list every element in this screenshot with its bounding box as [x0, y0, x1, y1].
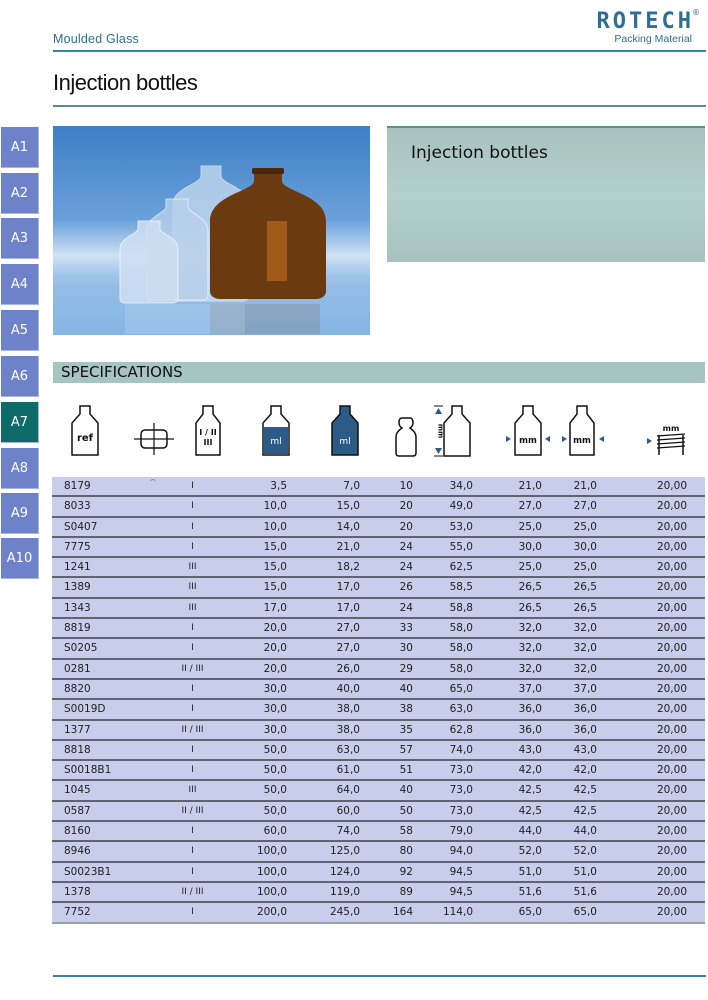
- neck-cell: 20,00: [656, 622, 687, 635]
- diameter2-cell: 51,6: [573, 885, 597, 898]
- diameter-cell: 25,0: [518, 520, 542, 533]
- height-cell: 73,0: [449, 764, 473, 777]
- height-cell: 58,0: [449, 642, 473, 655]
- glass-type-icon: [194, 405, 222, 457]
- weight-cell: 89: [399, 885, 413, 898]
- table-row: [52, 558, 705, 578]
- neck-cell: 20,00: [656, 682, 687, 695]
- neck-cell: 20,00: [656, 825, 687, 838]
- specifications-table: [52, 477, 705, 924]
- weight-cell: 24: [399, 601, 413, 614]
- glass-type-cell: II / III: [181, 724, 204, 735]
- neck-cell: 20,00: [656, 581, 687, 594]
- volume-cell: 30,0: [263, 723, 287, 736]
- product-photo: [53, 126, 370, 335]
- table-row: [52, 578, 705, 598]
- volume-cell: 100,0: [256, 845, 287, 858]
- diameter2-cell: 44,0: [573, 825, 597, 838]
- glass-type-cell: I: [191, 623, 194, 634]
- weight-cell: 20: [399, 520, 413, 533]
- ref-cell: S0018B1: [64, 764, 112, 777]
- ref-cell: S0023B1: [64, 865, 112, 878]
- weight-cell: 50: [399, 804, 413, 817]
- height-cell: 53,0: [449, 520, 473, 533]
- diameter-cell: 21,0: [518, 480, 542, 492]
- weight-cell: 24: [399, 540, 413, 553]
- glass-type-cell: III: [188, 582, 197, 593]
- brimful-cell: 7,0: [343, 480, 360, 492]
- ref-cell: 8820: [64, 682, 91, 695]
- neck-cell: 20,00: [656, 865, 687, 878]
- diameter-cell: 25,0: [518, 561, 542, 574]
- table-row: [52, 903, 705, 923]
- specifications-header: [53, 362, 705, 383]
- height-cell: 73,0: [449, 804, 473, 817]
- neck-cell: 20,00: [656, 601, 687, 614]
- diameter2-cell: 26,5: [573, 601, 597, 614]
- svg-text:I / II: I / II: [199, 428, 217, 437]
- ref-cell: 7752: [64, 906, 91, 919]
- brimful-cell: 124,0: [329, 865, 360, 878]
- weight-cell: 51: [399, 764, 413, 777]
- brimful-cell: 17,0: [336, 581, 360, 594]
- diameter-cell: 42,5: [518, 804, 542, 817]
- volume-cell: 15,0: [263, 540, 287, 553]
- height-cell: 94,0: [449, 845, 473, 858]
- volume-cell: 100,0: [256, 865, 287, 878]
- brand-name: ROTECH: [596, 9, 694, 34]
- weight-cell: 57: [399, 743, 413, 756]
- glass-type-cell: I: [191, 643, 194, 654]
- brimful-cell: 61,0: [336, 764, 360, 777]
- neck-cell: 20,00: [656, 500, 687, 513]
- page-title: Injection bottles: [53, 70, 198, 95]
- ref-cell: 0281: [64, 662, 91, 675]
- ref-cell: 1343: [64, 601, 91, 614]
- tab-a6[interactable]: A6: [1, 356, 39, 397]
- weight-cell: 10: [399, 480, 413, 492]
- neck-cell: 20,00: [656, 723, 687, 736]
- table-row: [52, 660, 705, 680]
- tab-a10[interactable]: A10: [1, 538, 39, 579]
- tab-a8[interactable]: A8: [1, 448, 39, 489]
- neck-cell: 20,00: [656, 642, 687, 655]
- weight-cell: 92: [399, 865, 413, 878]
- glass-type-cell: I: [191, 866, 194, 877]
- diameter2-cell: 42,5: [573, 784, 597, 797]
- neck-cell: 20,00: [656, 845, 687, 858]
- weight-cell: 58: [399, 825, 413, 838]
- height-cell: 79,0: [449, 825, 473, 838]
- ref-cell: 8160: [64, 825, 91, 838]
- diameter-cell: 51,6: [518, 885, 542, 898]
- table-row: [52, 497, 705, 517]
- table-row: [52, 538, 705, 558]
- brimful-cell: 119,0: [329, 885, 360, 898]
- weight-cell: 38: [399, 703, 413, 716]
- glass-type-cell: I: [191, 744, 194, 755]
- height-cell: 114,0: [442, 906, 473, 919]
- height-cell: 62,8: [449, 723, 473, 736]
- body-diameter-icon: [505, 405, 551, 457]
- section-label: Moulded Glass: [53, 32, 139, 46]
- column-icons-row: [0, 405, 708, 460]
- specifications-title: SPECIFICATIONS: [61, 363, 183, 381]
- tab-a7[interactable]: A7: [1, 402, 39, 443]
- title-divider: [53, 105, 706, 107]
- glass-type-cell: I: [191, 501, 194, 512]
- glass-type-cell: I: [191, 541, 194, 552]
- diameter2-cell: 26,5: [573, 581, 597, 594]
- volume-cell: 50,0: [263, 764, 287, 777]
- table-row: [52, 518, 705, 538]
- ref-cell: 7775: [64, 540, 91, 553]
- neck-cell: 20,00: [656, 703, 687, 716]
- height-cell: 63,0: [449, 703, 473, 716]
- volume-cell: 15,0: [263, 561, 287, 574]
- brimful-cell: 74,0: [336, 825, 360, 838]
- neck-cell: 20,00: [656, 906, 687, 919]
- volume-cell: 50,0: [263, 784, 287, 797]
- volume-cell: 20,0: [263, 622, 287, 635]
- weight-cell: 164: [392, 906, 413, 919]
- table-row: [52, 842, 705, 862]
- weight-cell: 80: [399, 845, 413, 858]
- table-row: [52, 741, 705, 761]
- weight-cell: 24: [399, 561, 413, 574]
- neck-cell: 20,00: [656, 804, 687, 817]
- diameter2-cell: 30,0: [573, 540, 597, 553]
- brimful-cell: 40,0: [336, 682, 360, 695]
- neck-cell: 20,00: [656, 743, 687, 756]
- diameter2-cell: 25,0: [573, 520, 597, 533]
- height-cell: 74,0: [449, 743, 473, 756]
- volume-cell: 30,0: [263, 703, 287, 716]
- glass-type-cell: III: [188, 785, 197, 796]
- header-divider: [53, 50, 706, 52]
- registered-mark: ®: [692, 8, 700, 17]
- volume-cell: 10,0: [263, 500, 287, 513]
- ref-cell: 8946: [64, 845, 91, 858]
- glass-type-cell: I: [191, 521, 194, 532]
- neck-cell: 20,00: [656, 480, 687, 492]
- diameter-cell: 30,0: [518, 540, 542, 553]
- brimful-cell: 27,0: [336, 642, 360, 655]
- neck-cell: 20,00: [656, 764, 687, 777]
- footer-divider: [53, 975, 706, 977]
- neck-cell: 20,00: [656, 561, 687, 574]
- height-cell: 58,0: [449, 622, 473, 635]
- table-row: [52, 639, 705, 659]
- brimful-cell: 38,0: [336, 703, 360, 716]
- svg-text:mm: mm: [436, 423, 445, 439]
- weight-cell: 30: [399, 642, 413, 655]
- glass-type-cell: III: [188, 562, 197, 573]
- height-cell: 65,0: [449, 682, 473, 695]
- glass-type-cell: III: [188, 602, 197, 613]
- volume-cell: 3,5: [270, 480, 287, 492]
- weight-cell: 29: [399, 662, 413, 675]
- neck-cell: 20,00: [656, 540, 687, 553]
- diameter-cell: 43,0: [518, 743, 542, 756]
- neck-cell: 20,00: [656, 885, 687, 898]
- diameter2-cell: 65,0: [573, 906, 597, 919]
- table-row: [52, 761, 705, 781]
- ref-cell: S0407: [64, 520, 98, 533]
- neck-cell: 20,00: [656, 662, 687, 675]
- diameter-cell: 36,0: [518, 703, 542, 716]
- diameter2-cell: 36,0: [573, 723, 597, 736]
- diameter2-cell: 51,0: [573, 865, 597, 878]
- neck-finish-icon: [645, 423, 689, 459]
- brimful-cell: 14,0: [336, 520, 360, 533]
- ref-cell: 8179: [64, 480, 91, 492]
- tab-a2[interactable]: A2: [1, 173, 39, 214]
- height-cell: 94,5: [449, 865, 473, 878]
- ref-bottle-icon: [70, 405, 100, 457]
- ref-cell: 1045: [64, 784, 91, 797]
- volume-cell: 50,0: [263, 804, 287, 817]
- table-row: [52, 781, 705, 801]
- info-panel-title: Injection bottles: [411, 143, 548, 163]
- ref-cell: 1377: [64, 723, 91, 736]
- tab-a4[interactable]: A4: [1, 264, 39, 305]
- brimful-cell: 15,0: [336, 500, 360, 513]
- glass-type-cell: I: [191, 704, 194, 715]
- brimful-cell: 63,0: [336, 743, 360, 756]
- table-row: [52, 863, 705, 883]
- diameter-cell: 51,0: [518, 865, 542, 878]
- glass-type-cell: I: [191, 481, 194, 491]
- table-row: [52, 619, 705, 639]
- glass-type-cell: II / III: [181, 663, 204, 674]
- height-cell: 62,5: [449, 561, 473, 574]
- weight-cell: 33: [399, 622, 413, 635]
- table-row: [52, 822, 705, 842]
- brimful-cell: 18,2: [336, 561, 360, 574]
- brimful-cell: 60,0: [336, 804, 360, 817]
- glass-type-cell: II / III: [181, 805, 204, 816]
- diameter2-cell: 52,0: [573, 845, 597, 858]
- volume-cell: 15,0: [263, 581, 287, 594]
- weight-cell: 26: [399, 581, 413, 594]
- table-row: [52, 599, 705, 619]
- weight-cell: 40: [399, 784, 413, 797]
- diameter2-cell: 27,0: [573, 500, 597, 513]
- table-row: [52, 721, 705, 741]
- glass-type-cell: I: [191, 765, 194, 776]
- diameter2-cell: 37,0: [573, 682, 597, 695]
- diameter2-cell: 32,0: [573, 662, 597, 675]
- cross-section-icon: [134, 423, 174, 455]
- brimful-volume-icon: [330, 405, 360, 457]
- height-cell: 34,0: [449, 480, 473, 492]
- neck-cell: 20,00: [656, 784, 687, 797]
- ref-cell: S0019D: [64, 703, 106, 716]
- glass-type-cell: I: [191, 826, 194, 837]
- volume-cell: 60,0: [263, 825, 287, 838]
- volume-cell: 200,0: [256, 906, 287, 919]
- diameter2-cell: 21,0: [573, 480, 597, 492]
- bottles-illustration: [53, 126, 370, 335]
- glass-type-cell: I: [191, 846, 194, 857]
- diameter-cell: 32,0: [518, 642, 542, 655]
- shoulder-diameter-icon: [561, 405, 605, 457]
- neck-cell: 20,00: [656, 520, 687, 533]
- diameter2-cell: 42,0: [573, 764, 597, 777]
- glass-type-cell: I: [191, 907, 194, 918]
- volume-cell: 20,0: [263, 642, 287, 655]
- tab-a1[interactable]: A1: [1, 127, 39, 168]
- ref-cell: 8033: [64, 500, 91, 513]
- diameter-cell: 27,0: [518, 500, 542, 513]
- diameter2-cell: 25,0: [573, 561, 597, 574]
- volume-cell: 20,0: [263, 662, 287, 675]
- glass-type-cell: I: [191, 683, 194, 694]
- ref-cell: 8818: [64, 743, 91, 756]
- table-row: [52, 883, 705, 903]
- diameter2-cell: 42,5: [573, 804, 597, 817]
- diameter-cell: 42,0: [518, 764, 542, 777]
- height-cell: 58,8: [449, 601, 473, 614]
- table-row: [52, 477, 705, 497]
- brimful-cell: 27,0: [336, 622, 360, 635]
- table-row: [52, 802, 705, 822]
- volume-cell: 100,0: [256, 885, 287, 898]
- weight-cell: 35: [399, 723, 413, 736]
- diameter-cell: 37,0: [518, 682, 542, 695]
- diameter-cell: 52,0: [518, 845, 542, 858]
- volume-cell: 17,0: [263, 601, 287, 614]
- diameter-cell: 42,5: [518, 784, 542, 797]
- svg-text:mm: mm: [573, 436, 591, 446]
- svg-text:mm: mm: [662, 424, 680, 433]
- svg-text:III: III: [203, 438, 213, 447]
- tab-a3[interactable]: A3: [1, 218, 39, 259]
- table-row: [52, 680, 705, 700]
- weight-cell: 40: [399, 682, 413, 695]
- height-cell: 49,0: [449, 500, 473, 513]
- height-icon: [432, 405, 472, 459]
- height-cell: 94,5: [449, 885, 473, 898]
- ref-cell: 0587: [64, 804, 91, 817]
- weight-icon: [395, 417, 417, 457]
- brimful-cell: 26,0: [336, 662, 360, 675]
- diameter-cell: 44,0: [518, 825, 542, 838]
- glass-type-cell: II / III: [181, 886, 204, 897]
- height-cell: 55,0: [449, 540, 473, 553]
- ref-cell: 1378: [64, 885, 91, 898]
- tab-a5[interactable]: A5: [1, 310, 39, 351]
- volume-cell: 50,0: [263, 743, 287, 756]
- nominal-volume-icon: [261, 405, 291, 457]
- diameter2-cell: 36,0: [573, 703, 597, 716]
- brand-subtitle: Packing Material: [614, 33, 692, 45]
- diameter2-cell: 43,0: [573, 743, 597, 756]
- brimful-cell: 17,0: [336, 601, 360, 614]
- diameter2-cell: 32,0: [573, 622, 597, 635]
- svg-text:ref: ref: [76, 433, 94, 444]
- volume-cell: 10,0: [263, 520, 287, 533]
- svg-text:ml: ml: [270, 437, 282, 447]
- table-row: [52, 700, 705, 720]
- diameter2-cell: 32,0: [573, 642, 597, 655]
- brimful-cell: 38,0: [336, 723, 360, 736]
- ref-cell: 8819: [64, 622, 91, 635]
- tab-a9[interactable]: A9: [1, 493, 39, 534]
- volume-cell: 30,0: [263, 682, 287, 695]
- diameter-cell: 26,5: [518, 581, 542, 594]
- brimful-cell: 64,0: [336, 784, 360, 797]
- svg-text:mm: mm: [519, 436, 537, 446]
- ref-cell: 1389: [64, 581, 91, 594]
- brimful-cell: 125,0: [329, 845, 360, 858]
- diameter-cell: 65,0: [518, 906, 542, 919]
- diameter-cell: 36,0: [518, 723, 542, 736]
- brand-logo: [596, 8, 700, 45]
- svg-text:ml: ml: [339, 437, 351, 447]
- diameter-cell: 32,0: [518, 662, 542, 675]
- diameter-cell: 26,5: [518, 601, 542, 614]
- weight-cell: 20: [399, 500, 413, 513]
- diameter-cell: 32,0: [518, 622, 542, 635]
- height-cell: 58,5: [449, 581, 473, 594]
- height-cell: 73,0: [449, 784, 473, 797]
- ref-cell: S0205: [64, 642, 98, 655]
- height-cell: 58,0: [449, 662, 473, 675]
- brimful-cell: 21,0: [336, 540, 360, 553]
- info-panel: [387, 126, 705, 262]
- arc-mark: ⌢: [150, 475, 156, 485]
- brimful-cell: 245,0: [329, 906, 360, 919]
- ref-cell: 1241: [64, 561, 91, 574]
